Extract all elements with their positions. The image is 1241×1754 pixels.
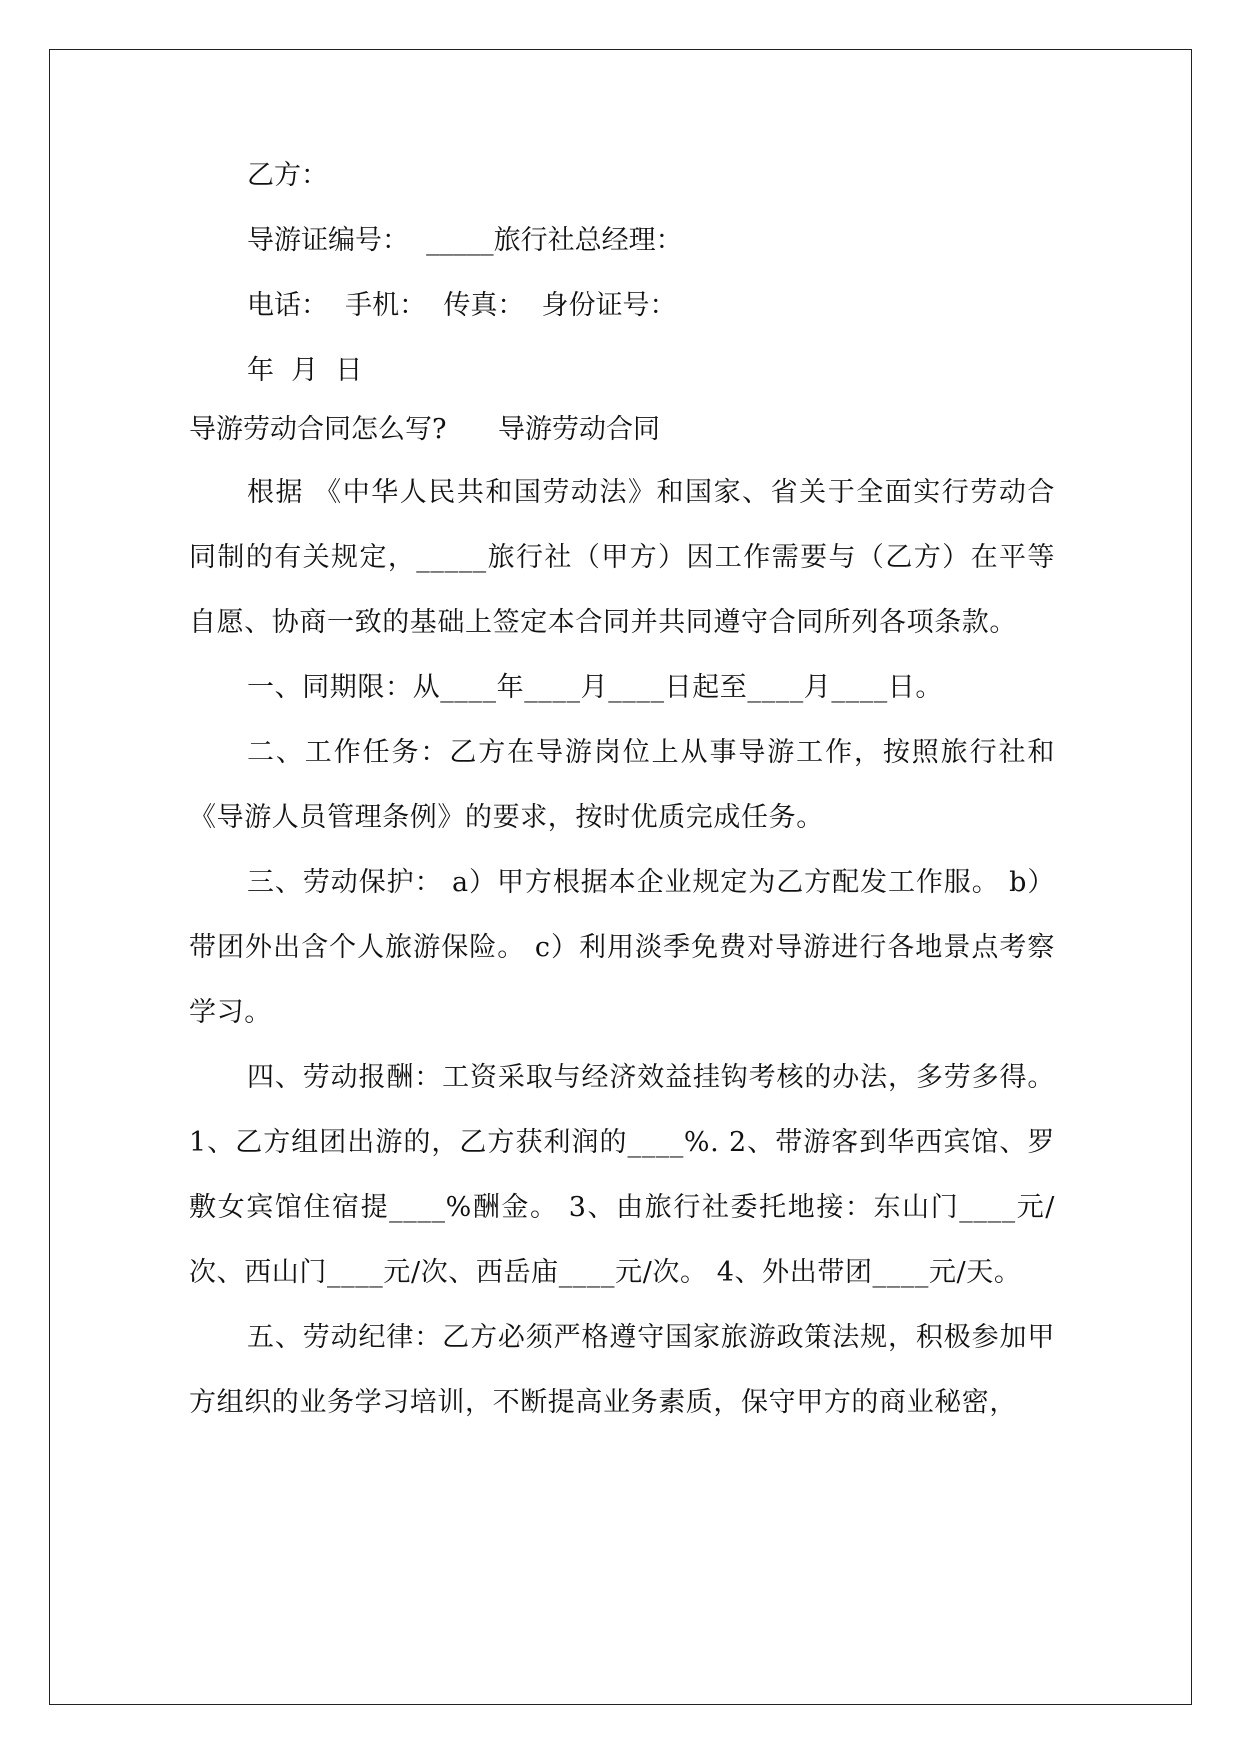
section-labor-protection: 三、劳动保护： a）甲方根据本企业规定为乙方配发工作服。 b）带团外出含个人旅游保险。 c）利用淡季免费对导游进行各地景点考察学习。 — [189, 867, 1055, 1028]
guide-license-line: 导游证编号： _____旅行社总经理： — [247, 225, 683, 256]
contact-line: 电话： 手机： 传真： 身份证号： — [247, 290, 677, 321]
section-discipline: 五、劳动纪律：乙方必须严格遵守国家旅游政策法规，积极参加甲方组织的业务学习培训，不断提高业务素质，保守甲方的商业秘密， — [189, 1322, 1055, 1418]
section-remuneration: 四、劳动报酬：工资采取与经济效益挂钩考核的办法，多劳多得。1、乙方组团出游的，乙方获利润的____%. 2、带游客到华西宾馆、罗敷女宾馆住宿提____%酬金。 3、由旅行社委托地接：东山门____元/次、西山门____元/次、西岳庙____元/次。 4、外出带团____元/天。 — [189, 1062, 1055, 1288]
party-b-line: 乙方： — [247, 160, 328, 191]
section-term: 一、同期限：从____年____月____日起至____月____日。 — [247, 672, 943, 703]
document-body — [189, 158, 1055, 1435]
date-line: 年 月 日 — [247, 355, 363, 386]
section-work-task: 二、工作任务：乙方在导游岗位上从事导游工作，按照旅行社和《导游人员管理条例》的要求，按时优质完成任务。 — [189, 737, 1055, 833]
document-title: 导游劳动合同怎么写? 导游劳动合同 — [189, 414, 660, 445]
intro-paragraph: 根据 《中华人民共和国劳动法》和国家、省关于全面实行劳动合同制的有关规定，_____旅行社（甲方）因工作需要与（乙方）在平等自愿、协商一致的基础上签定本合同并共同遵守合同所列各项条款。 — [189, 477, 1055, 638]
